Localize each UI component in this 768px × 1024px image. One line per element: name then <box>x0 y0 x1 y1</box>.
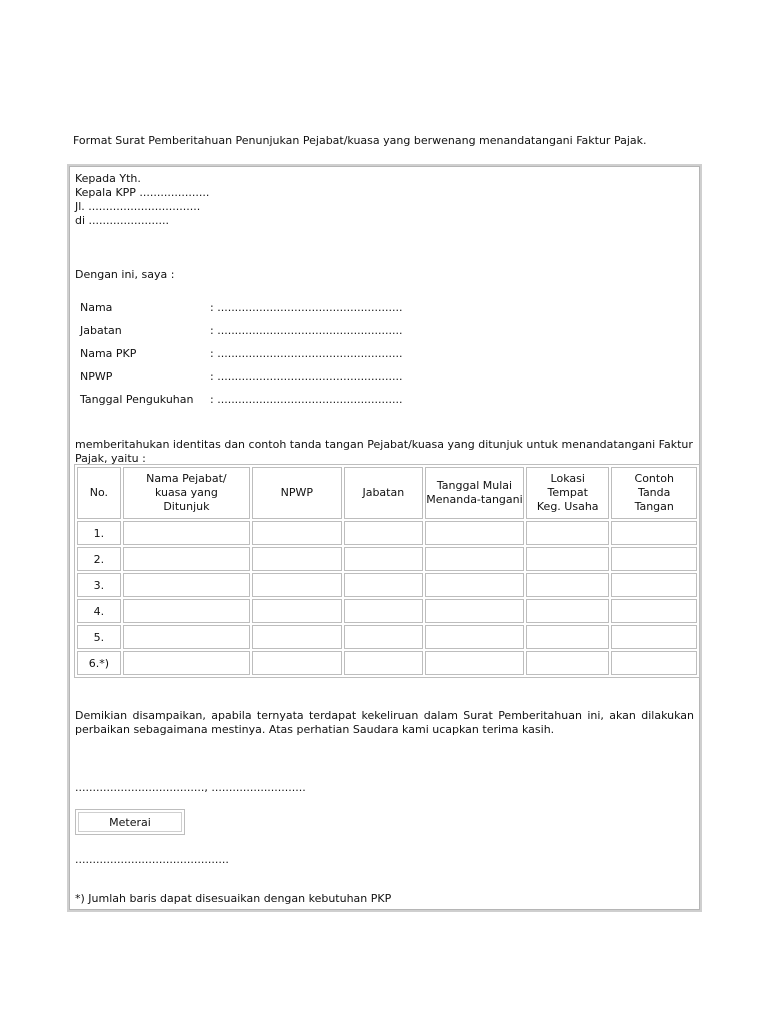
field-label-npwp: NPWP <box>80 370 113 383</box>
table-row <box>77 573 697 597</box>
intro-text: Dengan ini, saya : <box>75 268 175 281</box>
table-row <box>77 599 697 623</box>
cell-npwp <box>252 599 342 623</box>
officials-table <box>74 464 700 678</box>
address-line-2: Kepala KPP .................... <box>75 186 210 199</box>
cell-npwp <box>252 651 342 675</box>
row-number: 2. <box>77 547 121 571</box>
cell-lokasi <box>526 547 609 571</box>
table-row <box>77 547 697 571</box>
cell-lokasi <box>526 599 609 623</box>
col-header-nama-line: Nama Pejabat/ <box>146 472 227 485</box>
address-block <box>75 172 209 228</box>
cell-contoh <box>611 547 697 571</box>
cell-jabatan <box>344 651 423 675</box>
field-label-nama: Nama <box>80 301 113 314</box>
field-label-tanggal-pengukuhan: Tanggal Pengukuhan <box>80 393 194 406</box>
field-value-nama: : ..................................................... <box>210 301 403 314</box>
col-header-lokasi <box>526 467 609 519</box>
row-number: 1. <box>77 521 121 545</box>
meterai-box <box>75 809 185 835</box>
cell-tanggal <box>425 651 524 675</box>
cell-jabatan <box>344 547 423 571</box>
cell-nama <box>123 573 250 597</box>
cell-npwp <box>252 573 342 597</box>
col-header-contoh-line: Tanda <box>638 486 671 499</box>
cell-nama <box>123 651 250 675</box>
cell-jabatan <box>344 521 423 545</box>
cell-nama <box>123 625 250 649</box>
document-header: Format Surat Pemberitahuan Penunjukan Pejabat/kuasa yang berwenang menandatangani Faktur Pajak. <box>73 134 647 147</box>
cell-npwp <box>252 547 342 571</box>
field-value-tanggal-pengukuhan: : ..................................................... <box>210 393 403 406</box>
place-date-line: ....................................., ........................... <box>75 781 306 794</box>
row-number: 5. <box>77 625 121 649</box>
row-number: 4. <box>77 599 121 623</box>
field-label-nama-pkp: Nama PKP <box>80 347 137 360</box>
footnote: *) Jumlah baris dapat disesuaikan dengan kebutuhan PKP <box>75 892 392 905</box>
cell-lokasi <box>526 625 609 649</box>
col-header-lokasi-line: Tempat <box>547 486 588 499</box>
col-header-no: No. <box>77 467 121 519</box>
closing-paragraph: Demikian disampaikan, apabila ternyata terdapat kekeliruan dalam Surat Pemberitahuan ini, akan dilakukan perbaikan sebagaimana mestinya. Atas perhatian Saudara kami ucapkan terima kasih. <box>75 709 694 736</box>
cell-lokasi <box>526 651 609 675</box>
letter-inner <box>69 166 700 910</box>
field-value-nama-pkp: : ..................................................... <box>210 347 403 360</box>
cell-contoh <box>611 599 697 623</box>
col-header-tanggal-line: Menanda-tangani <box>426 493 523 506</box>
col-header-nama-line: kuasa yang <box>154 486 218 499</box>
cell-tanggal <box>425 599 524 623</box>
cell-contoh <box>611 625 697 649</box>
cell-contoh <box>611 651 697 675</box>
cell-nama <box>123 599 250 623</box>
cell-contoh <box>611 521 697 545</box>
field-label-jabatan: Jabatan <box>80 324 122 337</box>
field-value-npwp: : ..................................................... <box>210 370 403 383</box>
col-header-lokasi-line: Lokasi <box>550 472 585 485</box>
col-header-nama-line: Ditunjuk <box>163 500 210 513</box>
col-header-contoh-line: Tangan <box>634 500 674 513</box>
meterai-label: Meterai <box>78 812 182 832</box>
address-line-3: Jl. ................................ <box>75 200 201 213</box>
cell-npwp <box>252 521 342 545</box>
cell-jabatan <box>344 573 423 597</box>
row-number: 6.*) <box>77 651 121 675</box>
cell-tanggal <box>425 573 524 597</box>
field-value-jabatan: : ..................................................... <box>210 324 403 337</box>
table-header-row <box>77 467 697 519</box>
table-row <box>77 651 697 675</box>
col-header-npwp: NPWP <box>252 467 342 519</box>
col-header-tanggal <box>425 467 524 519</box>
cell-nama <box>123 521 250 545</box>
letter-frame <box>67 164 702 912</box>
cell-nama <box>123 547 250 571</box>
table-row <box>77 521 697 545</box>
cell-contoh <box>611 573 697 597</box>
signature-line: ............................................ <box>75 853 229 866</box>
col-header-lokasi-line: Keg. Usaha <box>536 500 599 513</box>
col-header-tanggal-line: Tanggal Mulai <box>436 479 513 492</box>
cell-tanggal <box>425 521 524 545</box>
col-header-contoh <box>611 467 697 519</box>
table-row <box>77 625 697 649</box>
cell-lokasi <box>526 521 609 545</box>
cell-jabatan <box>344 599 423 623</box>
cell-tanggal <box>425 547 524 571</box>
cell-lokasi <box>526 573 609 597</box>
col-header-nama <box>123 467 250 519</box>
notify-paragraph: memberitahukan identitas dan contoh tanda tangan Pejabat/kuasa yang ditunjuk untuk menandatangani Faktur Pajak, yaitu : <box>75 438 693 465</box>
address-line-1: Kepada Yth. <box>75 172 141 185</box>
col-header-jabatan: Jabatan <box>344 467 423 519</box>
cell-npwp <box>252 625 342 649</box>
col-header-contoh-line: Contoh <box>634 472 674 485</box>
address-line-4: di ....................... <box>75 214 169 227</box>
cell-tanggal <box>425 625 524 649</box>
row-number: 3. <box>77 573 121 597</box>
cell-jabatan <box>344 625 423 649</box>
